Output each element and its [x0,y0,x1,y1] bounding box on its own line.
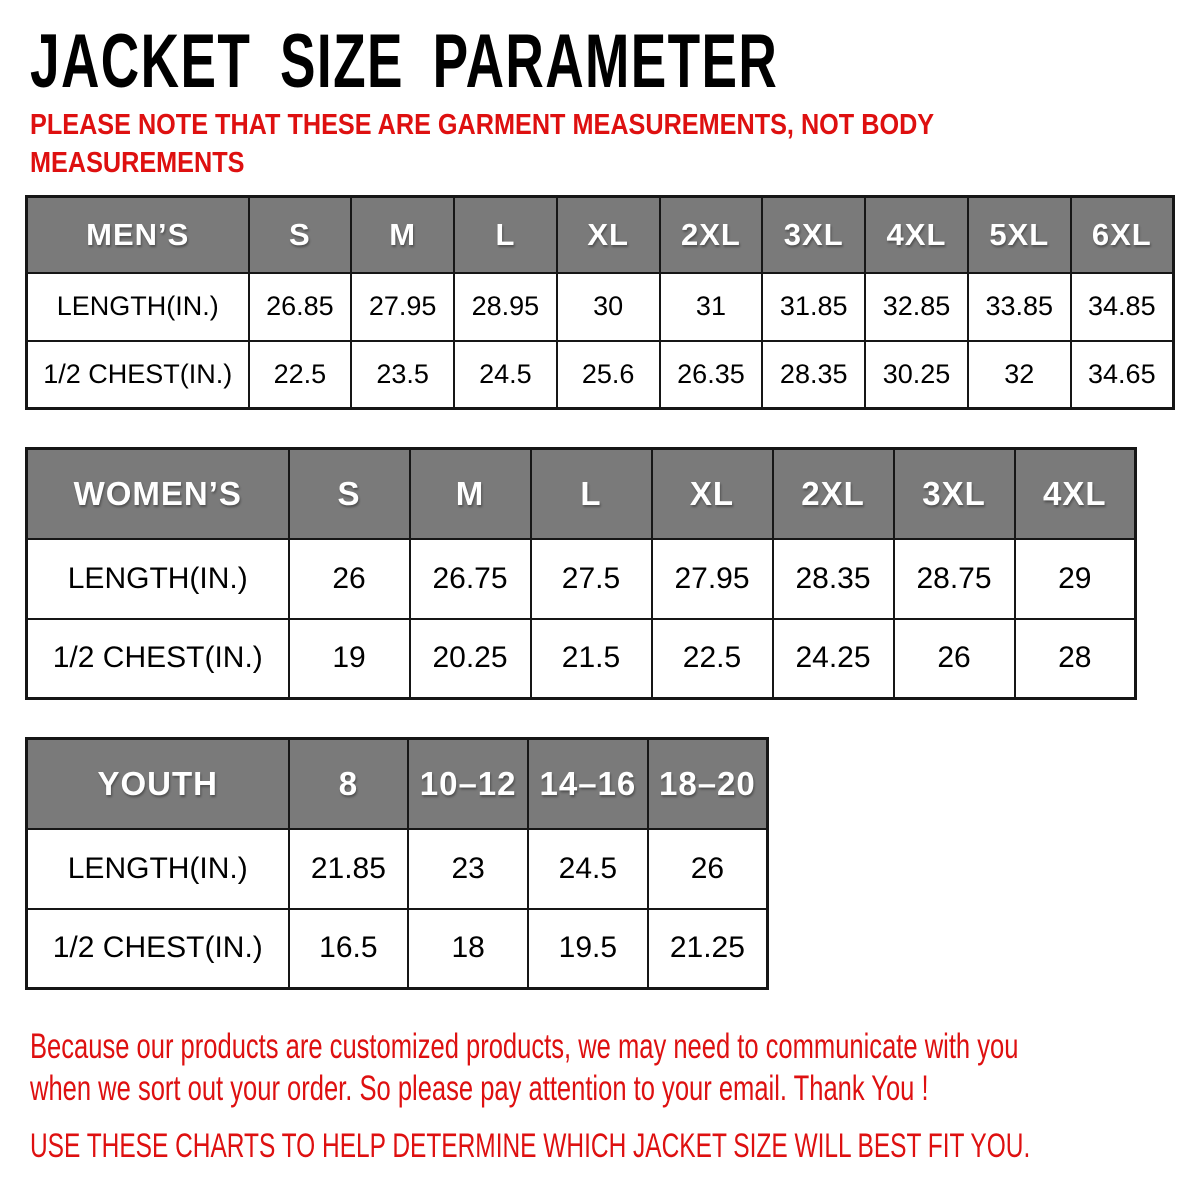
size-value: 27.95 [652,539,773,619]
size-value: 26 [648,829,768,909]
row-label: LENGTH(IN.) [27,539,289,619]
note-subtitle-line1: PLEASE NOTE THAT THESE ARE GARMENT MEASUREMENTS, NOT BODY [30,109,935,141]
size-column-header: XL [557,197,660,273]
size-value: 26.85 [249,273,352,341]
size-value: 26.35 [660,341,763,409]
size-value: 29 [1015,539,1136,619]
order-note-line2: when we sort out your order. So please pay attention to your email. Thank You ! [30,1069,929,1108]
size-value: 22.5 [652,619,773,699]
size-column-header: 5XL [968,197,1071,273]
size-value: 19.5 [528,909,648,989]
size-value: 22.5 [249,341,352,409]
size-column-header: 18–20 [648,739,768,829]
size-column-header: L [454,197,557,273]
size-value: 32 [968,341,1071,409]
size-column-header: L [531,449,652,539]
order-note-line1: Because our products are customized products, we may need to communicate with you [30,1027,1019,1066]
size-value: 18 [408,909,528,989]
measurement-row [27,273,1174,341]
size-value: 20.25 [410,619,531,699]
size-value: 31.85 [762,273,865,341]
size-column-header: 4XL [1015,449,1136,539]
size-value: 19 [289,619,410,699]
size-value: 21.5 [531,619,652,699]
size-column-header: S [289,449,410,539]
size-value: 31 [660,273,763,341]
size-column-header: 10–12 [408,739,528,829]
size-header-row [27,197,1174,273]
size-column-header: M [351,197,454,273]
measurement-row [27,909,768,989]
size-value: 21.25 [648,909,768,989]
size-value: 24.5 [454,341,557,409]
table-title-cell: MEN’S [27,197,249,273]
measurement-row [27,539,1136,619]
size-column-header: 3XL [762,197,865,273]
size-value: 24.25 [773,619,894,699]
fit-advice-line: USE THESE CHARTS TO HELP DETERMINE WHICH JACKET SIZE WILL BEST FIT YOU. [30,1127,1031,1165]
order-note-paragraph [30,1026,1018,1110]
table-title-cell: YOUTH [27,739,289,829]
size-column-header: 2XL [773,449,894,539]
size-value: 27.5 [531,539,652,619]
row-label: 1/2 CHEST(IN.) [27,341,249,409]
size-value: 26.75 [410,539,531,619]
table-title-cell: WOMEN’S [27,449,289,539]
size-value: 26 [289,539,410,619]
note-subtitle [30,106,934,182]
size-header-row [27,449,1136,539]
size-column-header: XL [652,449,773,539]
size-value: 28.35 [773,539,894,619]
size-value: 28.35 [762,341,865,409]
row-label: LENGTH(IN.) [27,273,249,341]
row-label: LENGTH(IN.) [27,829,289,909]
size-column-header: 2XL [660,197,763,273]
size-value: 28 [1015,619,1136,699]
size-value: 21.85 [289,829,409,909]
size-column-header: 8 [289,739,409,829]
size-value: 30 [557,273,660,341]
mens-size-table [25,195,1175,410]
size-value: 25.6 [557,341,660,409]
size-value: 26 [894,619,1015,699]
size-value: 16.5 [289,909,409,989]
size-value: 30.25 [865,341,968,409]
page-title: JACKET SIZE PARAMETER [30,19,779,104]
size-value: 33.85 [968,273,1071,341]
measurement-row [27,619,1136,699]
measurement-row [27,829,768,909]
size-column-header: 4XL [865,197,968,273]
size-value: 28.95 [454,273,557,341]
size-column-header: M [410,449,531,539]
youth-size-table [25,737,769,990]
size-value: 23.5 [351,341,454,409]
measurement-row [27,341,1174,409]
womens-size-table [25,447,1137,700]
row-label: 1/2 CHEST(IN.) [27,619,289,699]
size-value: 34.65 [1071,341,1174,409]
size-header-row [27,739,768,829]
size-value: 28.75 [894,539,1015,619]
note-subtitle-line2: MEASUREMENTS [30,147,245,179]
size-column-header: S [249,197,352,273]
size-column-header: 3XL [894,449,1015,539]
size-value: 32.85 [865,273,968,341]
size-value: 23 [408,829,528,909]
size-column-header: 6XL [1071,197,1174,273]
size-column-header: 14–16 [528,739,648,829]
size-value: 34.85 [1071,273,1174,341]
size-value: 27.95 [351,273,454,341]
row-label: 1/2 CHEST(IN.) [27,909,289,989]
size-value: 24.5 [528,829,648,909]
